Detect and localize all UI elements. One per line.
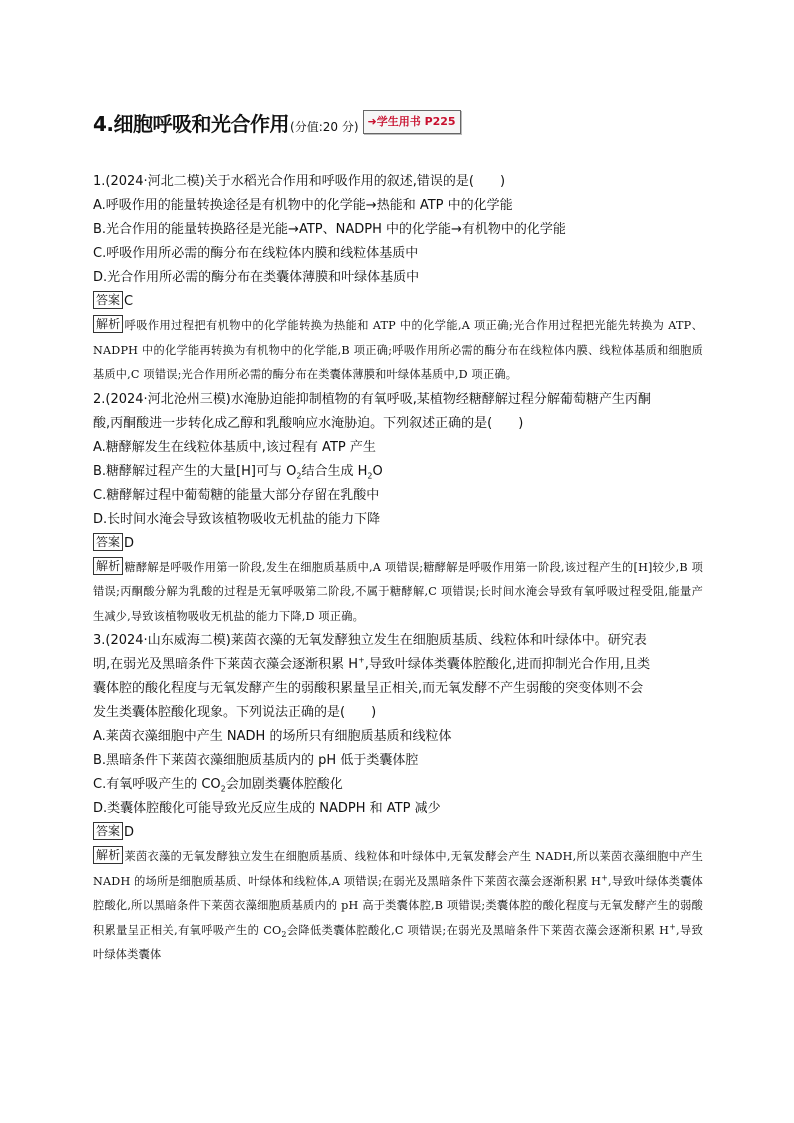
option-d: D.长时间水淹会导致该植物吸收无机盐的能力下降	[93, 511, 381, 527]
question-2	[93, 388, 703, 630]
option-b: B.黑暗条件下莱茵衣藻细胞质基质内的 pH 低于类囊体腔	[93, 753, 419, 768]
section-header	[93, 104, 461, 138]
option-c-text: 会加剧类囊体腔酸化	[225, 777, 343, 792]
subscript: 2	[367, 471, 373, 481]
explanation-tag: 解析	[93, 557, 123, 575]
subscript: 2	[296, 471, 302, 481]
option-d: D.光合作用所必需的酶分布在类囊体薄膜和叶绿体基质中	[93, 270, 420, 285]
option-c-text: C.有氧呼吸产生的 CO	[93, 777, 221, 792]
explanation-row	[93, 314, 703, 388]
answer-value: D	[124, 825, 135, 840]
answer-row	[93, 532, 703, 556]
question-stem: 1.(2024·河北二模)关于水稻光合作用和呼吸作用的叙述,错误的是( )	[93, 174, 506, 189]
answer-row	[93, 821, 703, 845]
explanation-text: 莱茵衣藻的无氧发酵独立发生在细胞质基质、线粒体和叶绿体中,无氧发酵会产生 NADH,所以莱茵衣藻细胞中产生 NADH 的场所是细胞质基质、叶绿体和线粒体,A 项错误;在弱光及黑暗条件下莱茵衣藻会逐渐积累 H	[93, 850, 703, 888]
option-b	[93, 460, 703, 484]
superscript: +	[669, 921, 677, 931]
option-a: A.呼吸作用的能量转换途径是有机物中的化学能→热能和 ATP 中的化学能	[93, 198, 513, 213]
option-d: D.类囊体腔酸化可能导致光反应生成的 NADPH 和 ATP 减少	[93, 801, 441, 816]
explanation-text: ,导致叶绿体类囊体腔酸化,所以黑暗条件下莱茵衣藻细胞质基质内的 pH 高于类囊体腔,B 项错误;类囊体腔的酸化程度与无氧发酵产生的弱酸积累量呈正相关,有氧呼吸产生的 CO	[93, 874, 703, 937]
option-c	[93, 773, 703, 797]
superscript: +	[601, 872, 608, 882]
question-stem-line-3: 囊体腔的酸化程度与无氧发酵产生的弱酸积累量呈正相关,而无氧发酵不产生弱酸的突变体则不会	[93, 681, 644, 696]
answer-row	[93, 290, 703, 314]
option-a: A.糖酵解发生在线粒体基质中,该过程有 ATP 产生	[93, 439, 376, 455]
answer-value: C	[124, 294, 134, 309]
option-b-text: B.糖酵解过程产生的大量[H]可与 O	[93, 463, 297, 479]
explanation-text: 糖酵解是呼吸作用第一阶段,发生在细胞质基质中,A 项错误;糖酵解是呼吸作用第一阶段,该过程产生的[H]较少,B 项错误;丙酮酸分解为乳酸的过程是无氧呼吸第二阶段,不属于糖酵解,C 项错误;长时间水淹会导致有氧呼吸过程受阻,能量产生减少,导致该植物吸收无机盐的能力下降,D 项正确。	[93, 560, 703, 623]
question-stem-line-1: 3.(2024·山东威海二模)莱茵衣藻的无氧发酵独立发生在细胞质基质、线粒体和叶绿体中。研究表	[93, 633, 647, 648]
answer-value: D	[124, 535, 135, 551]
section-score: (分值:20 分)	[290, 120, 359, 134]
explanation-text: 呼吸作用过程把有机物中的化学能转换为热能和 ATP 中的化学能,A 项正确;光合作用过程把光能先转换为 ATP、NADPH 中的化学能再转换为有机物中的化学能,B 项正确;呼吸作用所必需的酶分布在线粒体内膜、线粒体基质和细胞质基质中,C 项错误;光合作用所必需的酶分布在类囊体薄膜和叶绿体基质中,D 项正确。	[93, 319, 703, 381]
option-b-text: O	[372, 463, 383, 479]
explanation-row	[93, 845, 703, 968]
question-3	[93, 629, 703, 968]
superscript: +	[358, 655, 365, 665]
answer-tag: 答案	[93, 291, 123, 309]
arrow-icon: ➜	[367, 115, 377, 128]
answer-tag: 答案	[93, 533, 123, 551]
answer-tag: 答案	[93, 822, 123, 840]
section-title: 4.细胞呼吸和光合作用	[93, 112, 290, 136]
option-c: C.呼吸作用所必需的酶分布在线粒体内膜和线粒体基质中	[93, 246, 419, 261]
stem-text: 明,在弱光及黑暗条件下莱茵衣藻会逐渐积累 H	[93, 657, 359, 672]
option-c: C.糖酵解过程中葡萄糖的能量大部分存留在乳酸中	[93, 487, 380, 503]
question-stem-line-1: 2.(2024·河北沧州三模)水淹胁迫能抑制植物的有氧呼吸,某植物经糖酵解过程分解葡萄糖产生丙酮	[93, 391, 651, 407]
reference-text: 学生用书 P225	[376, 115, 456, 128]
option-b-text: 结合生成 H	[301, 463, 368, 479]
explanation-row	[93, 556, 703, 630]
question-list	[93, 170, 703, 968]
question-stem-line-2	[93, 653, 703, 677]
subscript: 2	[281, 929, 287, 939]
stem-text: ,导致叶绿体类囊体腔酸化,进而抑制光合作用,且类	[364, 657, 651, 672]
subscript: 2	[220, 784, 226, 794]
explanation-text: 会降低类囊体腔酸化,C 项错误;在弱光及黑暗条件下莱茵衣藻会逐渐积累 H	[286, 923, 670, 937]
explanation-text: ,导致叶绿体类囊体	[93, 923, 703, 961]
question-stem-line-4: 发生类囊体腔酸化现象。下列说法正确的是( )	[93, 705, 377, 720]
question-1	[93, 170, 703, 388]
option-a: A.莱茵衣藻细胞中产生 NADH 的场所只有细胞质基质和线粒体	[93, 729, 452, 744]
student-book-reference-button[interactable]	[363, 110, 461, 134]
explanation-tag: 解析	[93, 846, 123, 864]
question-stem-line-2: 酸,丙酮酸进一步转化成乙醇和乳酸响应水淹胁迫。下列叙述正确的是( )	[93, 415, 524, 431]
option-b: B.光合作用的能量转换路径是光能→ATP、NADPH 中的化学能→有机物中的化学能	[93, 222, 566, 237]
explanation-tag: 解析	[93, 315, 123, 333]
